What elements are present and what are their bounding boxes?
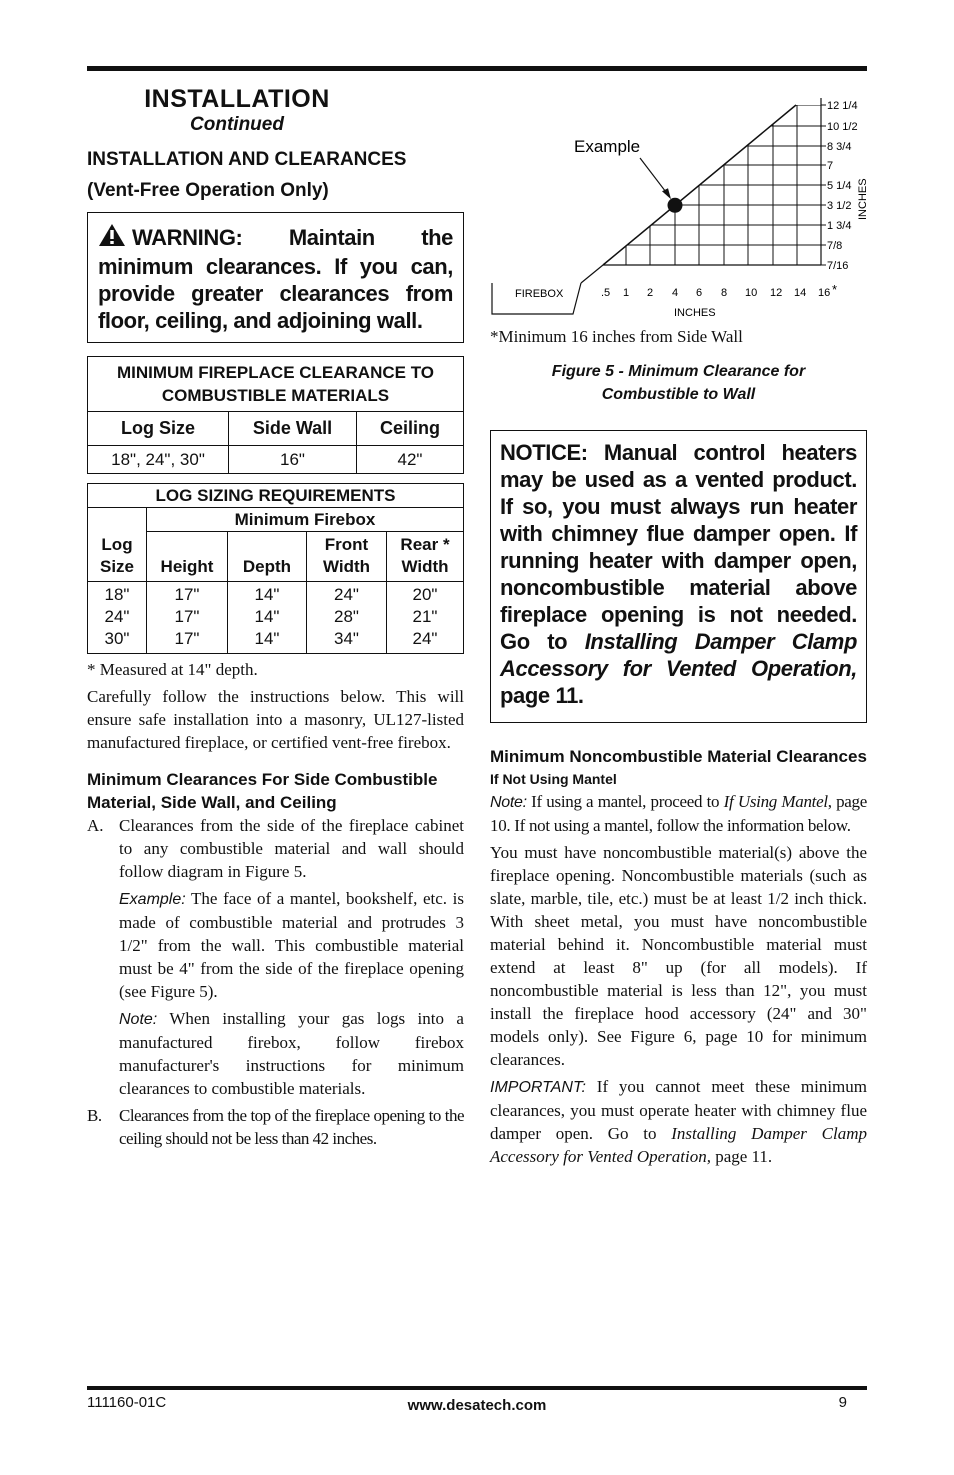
important-paragraph: IMPORTANT: If you cannot meet these minimum clearances, you must operate heater with chimney flue damper open. Go to Installing Damper Clamp Accessory for Vented Operation, page 11. xyxy=(490,1077,867,1166)
warning-icon xyxy=(98,223,126,253)
log-table-empty-cell xyxy=(88,508,147,532)
noncombustible-subheading: If Not Using Mantel xyxy=(490,771,617,787)
y-tick-label: 7/8 xyxy=(827,240,843,252)
if-using-mantel-link[interactable]: If Using Mantel xyxy=(723,792,828,811)
side-clearance-heading: Minimum Clearances For Side Combustible Material, Side Wall, and Ceiling xyxy=(87,770,438,812)
x-tick-label: 6 xyxy=(696,287,703,299)
bottom-rule xyxy=(87,1386,867,1390)
note-paragraph xyxy=(119,1007,464,1100)
x-tick-label: 16 xyxy=(818,287,831,299)
log-col-height: 17" 17" 17" xyxy=(147,582,228,654)
y-tick-label: 10 1/2 xyxy=(827,121,858,133)
clearance-cell-ceiling: 42" xyxy=(357,446,464,474)
right-column xyxy=(490,80,867,1168)
log-sizing-table xyxy=(87,483,464,654)
chart-grid xyxy=(603,105,821,265)
example-point xyxy=(668,198,683,213)
log-header-rear-width: Rear * Width xyxy=(387,532,464,582)
example-arrowhead xyxy=(662,188,671,199)
figure-caption: Figure 5 - Minimum Clearance for Combustible to Wall xyxy=(551,363,806,403)
page-footer xyxy=(87,1394,867,1418)
damper-clamp-link[interactable]: Installing Damper Clamp Accessory for Vented Operation, xyxy=(490,1124,867,1166)
table-row xyxy=(88,582,464,654)
website-link[interactable]: www.desatech.com xyxy=(407,1397,547,1414)
log-col-depth: 14" 14" 14" xyxy=(228,582,307,654)
clearance-header-ceiling: Ceiling xyxy=(357,412,464,446)
y-axis-label: INCHES xyxy=(857,178,869,220)
section-title: INSTALLATION xyxy=(144,85,330,113)
important-lead: IMPORTANT: xyxy=(490,1079,586,1096)
heading-vent-free: (Vent-Free Operation Only) xyxy=(87,180,329,201)
list-text-a: Clearances from the side of the fireplace cabinet to any combustible material and wall should follow diagram in Figure 5. xyxy=(119,816,464,881)
noncombustible-heading: Minimum Noncombustible Material Clearances xyxy=(490,747,867,766)
clearance-cell-side-wall: 16" xyxy=(229,446,357,474)
top-rule xyxy=(87,66,867,71)
y-tick-label: 7/16 xyxy=(827,260,849,272)
x-tick-label: 10 xyxy=(745,287,758,299)
clearance-table-caption: MINIMUM FIREPLACE CLEARANCE TO COMBUSTIBLE MATERIALS xyxy=(88,357,464,412)
x-tick-label: 8 xyxy=(721,287,728,299)
x-axis-label: INCHES xyxy=(674,307,716,319)
figure-footnote: *Minimum 16 inches from Side Wall xyxy=(490,327,743,346)
clearance-header-side-wall: Side Wall xyxy=(229,412,357,446)
example-text: The face of a mantel, bookshelf, etc. is made of combustible material and protrudes 3 1/2" from the wall. This combustible material must be 4" from the side of the fireplace opening (see Figure 5). xyxy=(119,889,464,1001)
note-lead: Note: xyxy=(119,1011,158,1028)
y-tick-label: 1 3/4 xyxy=(827,220,852,232)
warning-box xyxy=(87,212,464,343)
y-tick-label: 8 3/4 xyxy=(827,141,852,153)
y-tick-label: 12 1/4 xyxy=(827,100,858,112)
x-tick-label: 12 xyxy=(770,287,783,299)
left-column xyxy=(87,80,464,1150)
figure-5-chart xyxy=(490,80,867,320)
x-tick-label: 4 xyxy=(672,287,679,299)
notice-page: page 11. xyxy=(500,683,584,708)
log-header-front-width: Front Width xyxy=(307,532,387,582)
warning-text: WARNING: Maintain the minimum clearances. If you can, provide greater clearances from floor, ceiling, and adjoining wall. xyxy=(98,225,453,333)
x-tick-label: .5 xyxy=(601,287,611,299)
doc-number: 111160-01C xyxy=(87,1394,167,1411)
example-lead: Example: xyxy=(119,891,186,908)
x-tick-label: 1 xyxy=(623,287,630,299)
notice-link[interactable]: Installing Damper Clamp Accessory for Vented Operation, xyxy=(500,629,857,681)
log-table-footnote: * Measured at 14" depth. xyxy=(87,660,258,679)
log-col-size: 18" 24" 30" xyxy=(88,582,147,654)
list-label-a: A. xyxy=(87,816,104,835)
log-header-height: Height xyxy=(147,532,228,582)
log-table-caption: LOG SIZING REQUIREMENTS xyxy=(88,484,464,508)
clearance-header-log-size: Log Size xyxy=(88,412,229,446)
example-label: Example xyxy=(574,137,641,156)
notice-text: NOTICE: Manual control heaters may be used as a vented product. If so, you must always run heater with chimney flue damper open. If running heater with damper open, noncombustible material above fireplace opening is not needed. Go to xyxy=(500,440,857,654)
example-paragraph xyxy=(119,887,464,1003)
intro-paragraph: Carefully follow the instructions below. This will ensure safe installation into a masonry, UL127-listed manufactured fireplace, or certified vent-free firebox. xyxy=(87,687,464,752)
x-star-marker: * xyxy=(832,282,838,297)
noncomb-note-lead: Note: xyxy=(490,794,527,811)
noncombustible-paragraph: You must have noncombustible material(s) above the fireplace opening. Noncombustible materials (such as slate, marble, tile, etc.) must be at least 1/2 inch thick. With sheet metal, you must have noncombustible material behind it. Noncombustible material must extend at least 8" up (for all models). If noncombustible material is less than 12", you must install the fireplace hood accessory (24" and 30" models only). See Figure 6, page 10 for minimum clearances. xyxy=(490,843,867,1069)
log-col-rear-width: 20" 21" 24" xyxy=(387,582,464,654)
clearance-chart xyxy=(490,80,867,320)
firebox-edge xyxy=(581,265,603,283)
section-continued: Continued xyxy=(190,114,284,135)
page-number: 9 xyxy=(838,1394,847,1411)
clearance-cell-log-size: 18", 24", 30" xyxy=(88,446,229,474)
heading-installation-clearances: INSTALLATION AND CLEARANCES xyxy=(87,149,407,170)
list-label-b: B. xyxy=(87,1106,102,1125)
log-col-front-width: 24" 28" 34" xyxy=(307,582,387,654)
x-tick-label: 2 xyxy=(647,287,654,299)
note-text: When installing your gas logs into a manufactured firebox, follow firebox manufacturer's instructions for minimum clearances to combustible materials. xyxy=(119,1009,464,1098)
y-tick-label: 5 1/4 xyxy=(827,180,852,192)
log-table-group-header: Minimum Firebox xyxy=(147,508,464,532)
list-item-b xyxy=(87,1104,464,1150)
clearance-table xyxy=(87,356,464,474)
noncombustible-note: Note: If using a mantel, proceed to If Using Mantel, page 10. If not using a mantel, follow the information below. xyxy=(490,792,868,835)
log-header-depth: Depth xyxy=(228,532,307,582)
firebox-label: FIREBOX xyxy=(515,288,564,300)
table-row xyxy=(88,446,464,474)
log-header-log-size: Log Size xyxy=(88,532,147,582)
x-tick-label: 14 xyxy=(794,287,807,299)
y-tick-label: 3 1/2 xyxy=(827,200,852,212)
y-tick-label: 7 xyxy=(827,160,834,172)
notice-box xyxy=(490,430,867,723)
list-item-a xyxy=(87,814,464,883)
list-text-b: Clearances from the top of the fireplace opening to the ceiling should not be less than 42 inches. xyxy=(119,1106,464,1148)
